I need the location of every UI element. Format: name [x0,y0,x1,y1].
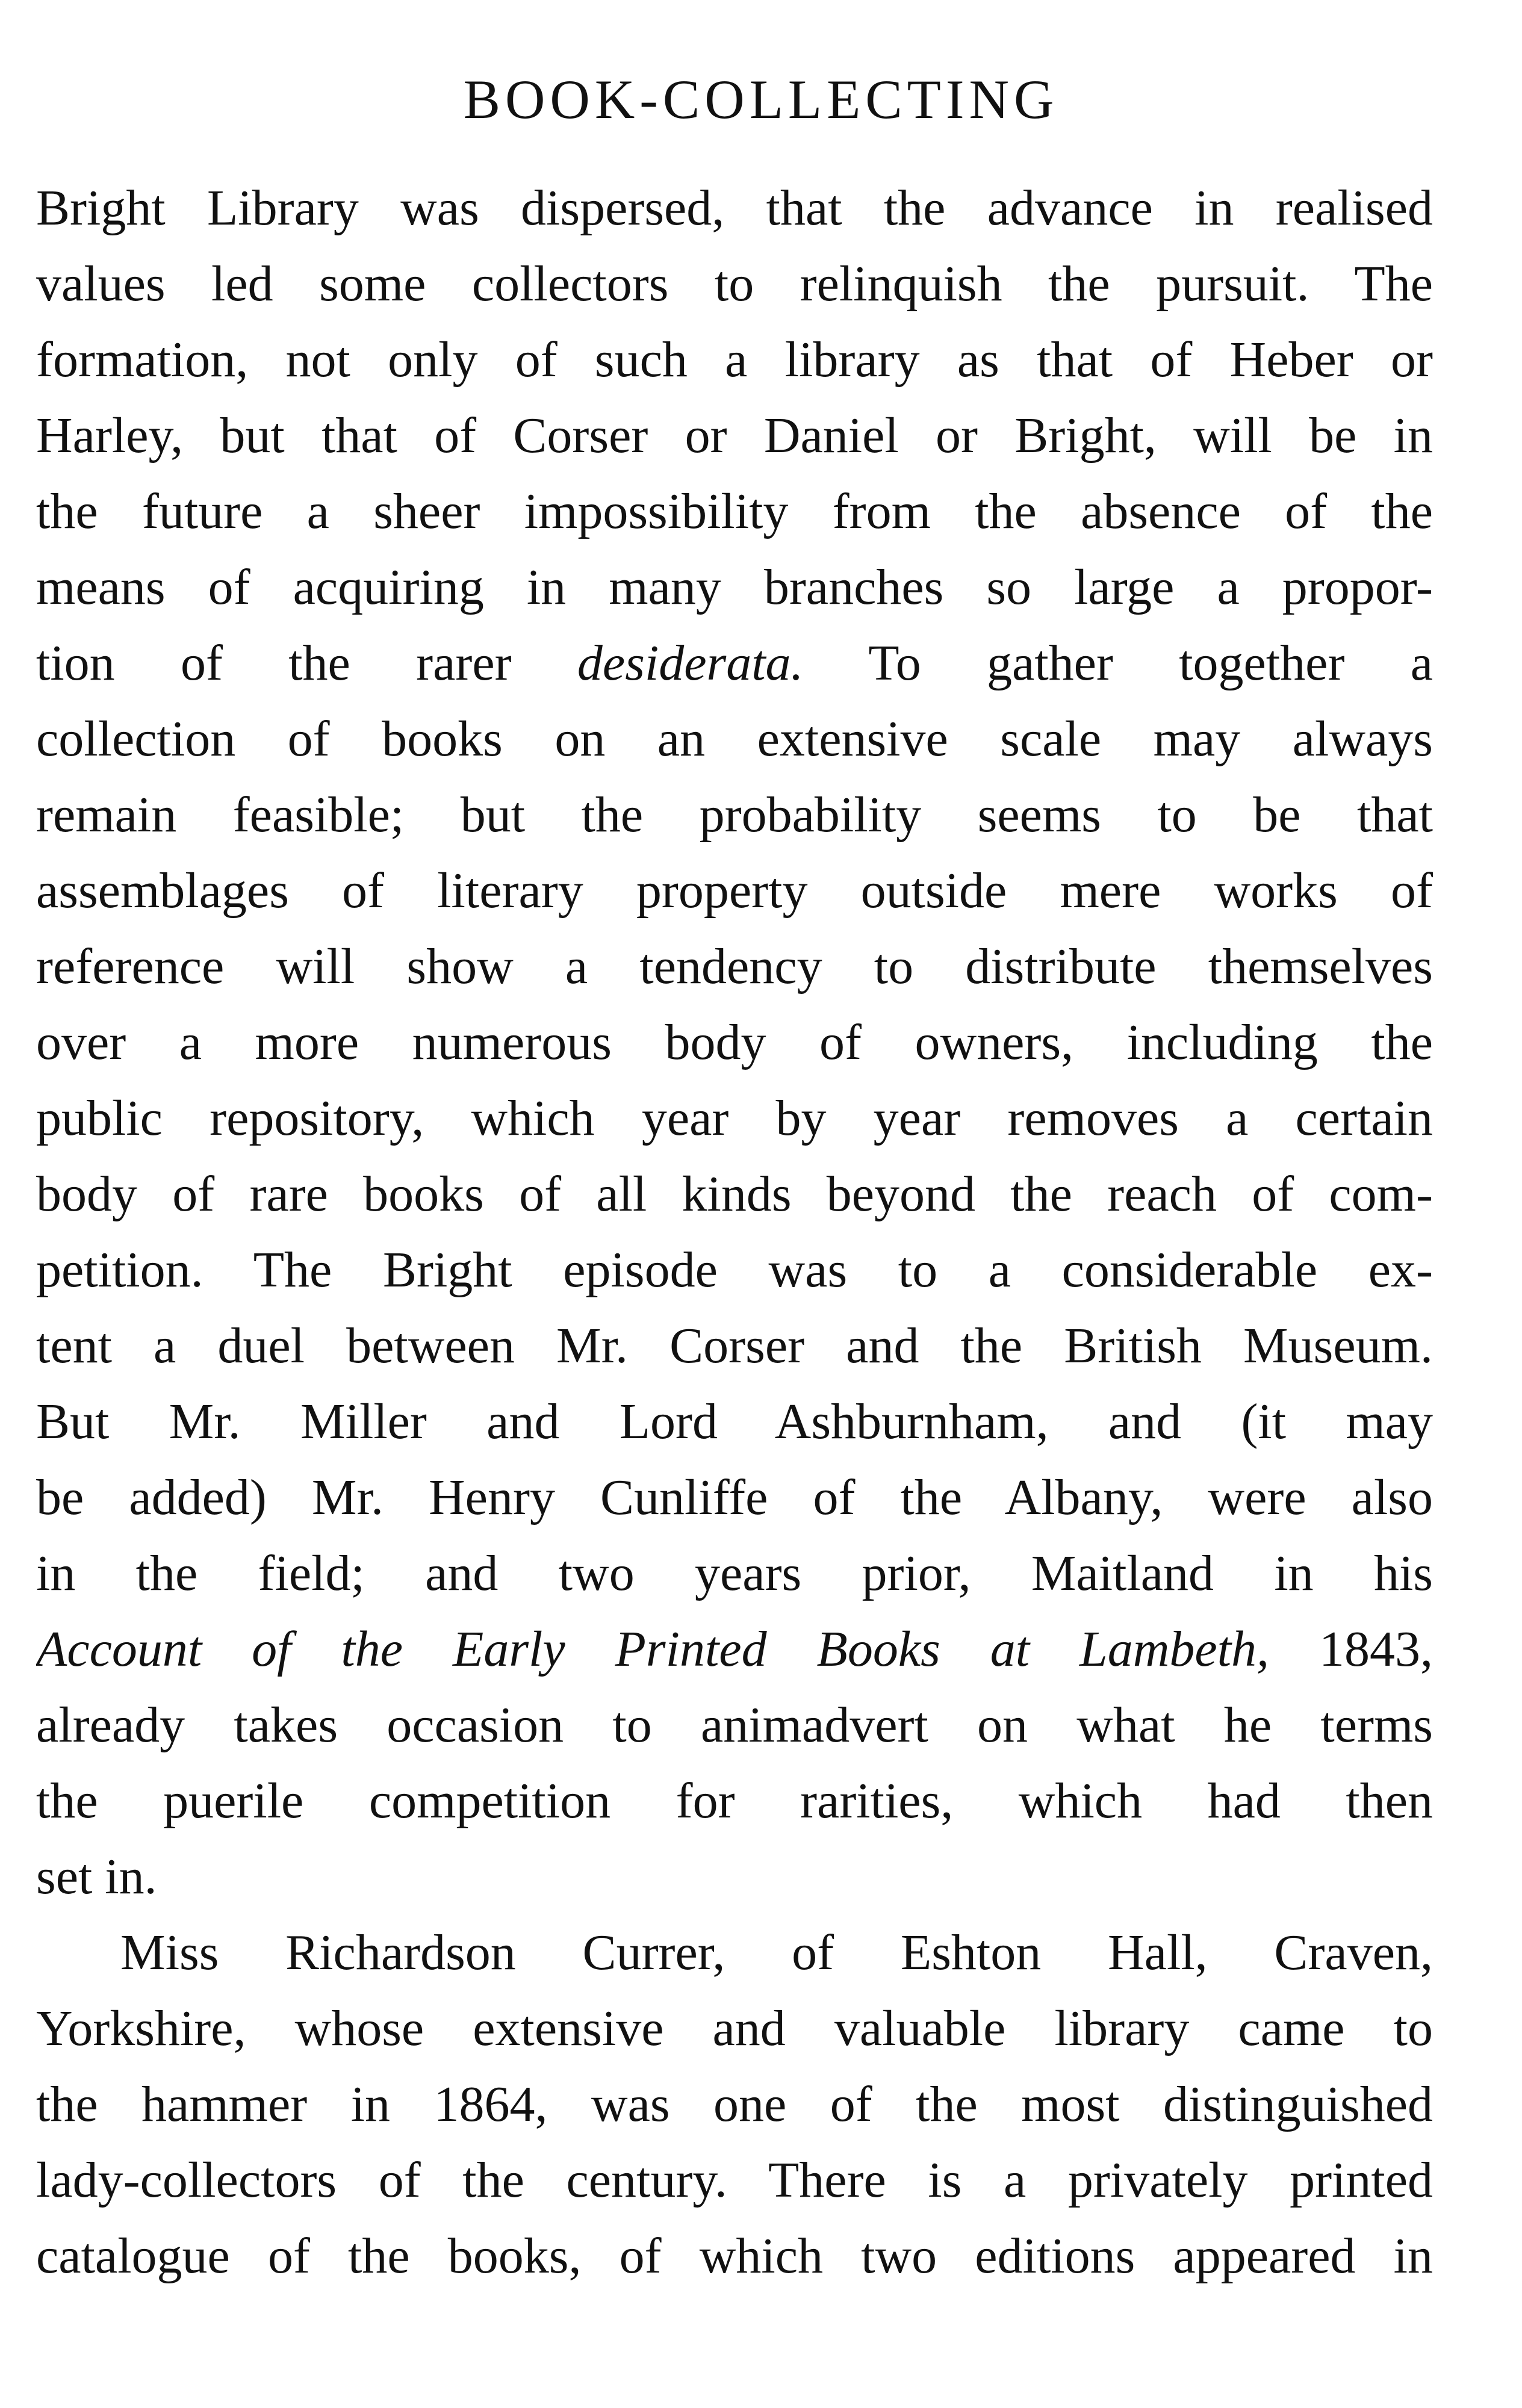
text-line: over a more numerous body of owners, including the [36,1014,1433,1070]
text-line: the future a sheer impossibility from the absence of the [36,483,1433,539]
body-text [36,170,1433,2294]
text-line: lady-collectors of the century. There is a privately printed [36,2152,1433,2208]
text-line: set in. [36,1849,157,1905]
text-line: reference will show a tendency to distribute themselves [36,939,1433,995]
text-line: the puerile competition for rarities, which had then [36,1773,1433,1829]
text-line: body of rare books of all kinds beyond the reach of com- [36,1166,1433,1222]
text-line: already takes occasion to animadvert on what he terms [36,1697,1433,1753]
text-line: remain feasible; but the probability seems to be that [36,787,1433,843]
italic-term: desiderata. [577,635,804,691]
text-fragment: 1843, [1269,1621,1433,1677]
running-head: BOOK-COLLECTING [463,69,1059,130]
text-line: petition. The Bright episode was to a considerable ex- [36,1242,1433,1298]
text-line: values led some collectors to relinquish the pursuit. The [36,256,1433,312]
text-line: collection of books on an extensive scale may always [36,711,1433,767]
text-line: public repository, which year by year removes a certain [36,1090,1433,1146]
text-line [36,625,1433,701]
text-line: Yorkshire, whose extensive and valuable library came to [36,2000,1433,2056]
text-fragment: To gather together a [803,635,1433,691]
italic-book-title: Account of the Early Printed Books at Lambeth, [36,1621,1270,1677]
text-line: tent a duel between Mr. Corser and the British Museum. [36,1318,1433,1374]
text-line [36,1612,1433,1687]
text-line: Bright Library was dispersed, that the advance in realised [36,180,1433,236]
text-line: catalogue of the books, of which two editions appeared in [36,2228,1433,2284]
text-line: Miss Richardson Currer, of Eshton Hall, Craven, [120,1925,1433,1981]
text-line: But Mr. Miller and Lord Ashburnham, and (it may [36,1394,1433,1450]
text-fragment: tion of the rarer [36,635,577,691]
text-line: means of acquiring in many branches so large a propor- [36,559,1433,615]
text-line: Harley, but that of Corser or Daniel or Bright, will be in [36,408,1433,464]
text-line: formation, not only of such a library as that of Heber or [36,332,1433,388]
text-line: the hammer in 1864, was one of the most distinguished [36,2076,1433,2132]
text-line: assemblages of literary property outside mere works of [36,863,1433,919]
text-line: in the field; and two years prior, Maitland in his [36,1545,1433,1601]
text-line: be added) Mr. Henry Cunliffe of the Albany, were also [36,1469,1433,1525]
